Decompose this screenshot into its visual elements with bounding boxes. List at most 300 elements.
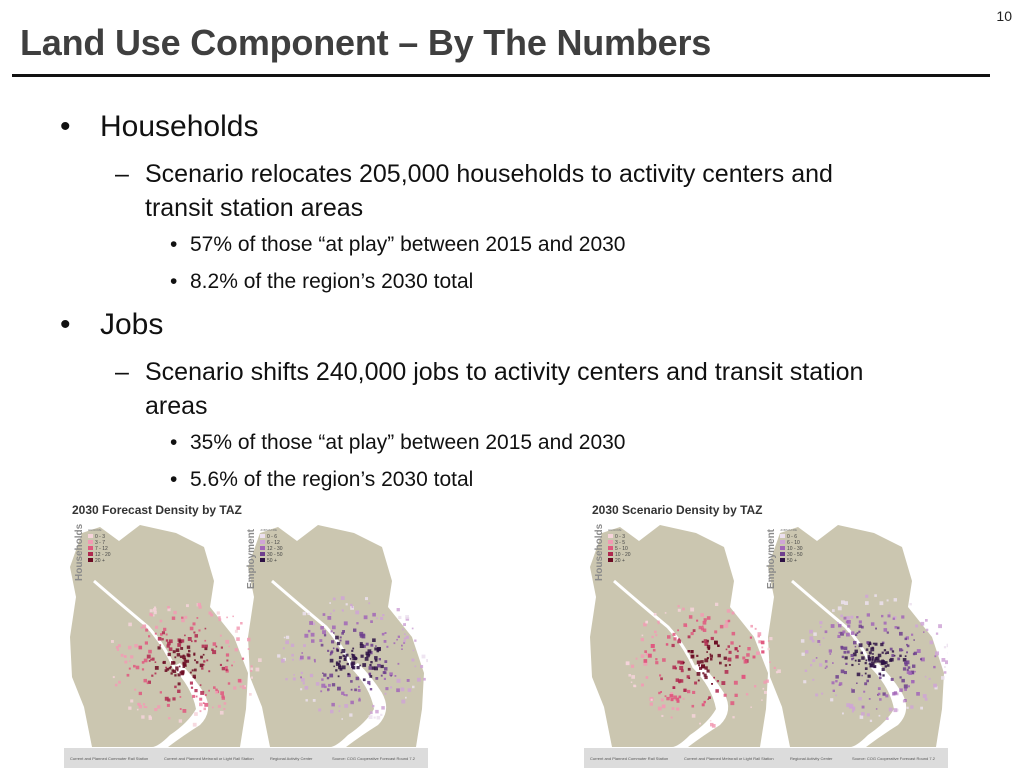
density-cell <box>885 653 887 655</box>
density-cell <box>904 688 907 691</box>
density-cell <box>660 691 662 693</box>
density-cell <box>892 692 895 695</box>
density-cell <box>697 672 701 676</box>
density-cell <box>805 670 807 672</box>
density-cell <box>879 673 882 676</box>
density-cell <box>339 660 341 662</box>
density-cell <box>117 649 119 651</box>
density-cell <box>339 710 341 712</box>
density-cell <box>702 626 704 628</box>
density-cell <box>855 646 857 648</box>
point-jobs-2-text: 5.6% of the region’s 2030 total <box>190 468 474 491</box>
density-cell <box>671 698 674 701</box>
legend-swatch <box>780 546 785 550</box>
bullet-jobs-label: Jobs <box>100 308 164 341</box>
density-cell <box>177 653 180 656</box>
density-cell <box>877 660 880 663</box>
density-cell <box>237 627 240 630</box>
density-cell <box>174 674 176 676</box>
density-cell <box>703 621 707 625</box>
density-cell <box>332 626 336 630</box>
density-cell <box>884 622 887 625</box>
density-cell <box>889 708 893 712</box>
density-cell <box>397 608 400 611</box>
density-cell <box>858 663 860 665</box>
density-cell <box>721 681 725 685</box>
density-cell <box>830 698 833 701</box>
legend-swatch <box>780 558 785 562</box>
density-cell <box>374 647 377 650</box>
density-cell <box>648 654 652 658</box>
density-cell <box>671 717 673 719</box>
legend-swatch <box>260 558 265 562</box>
density-cell <box>310 674 313 677</box>
density-cell <box>878 687 881 690</box>
density-cell <box>250 670 252 672</box>
density-cell <box>739 645 741 647</box>
density-cell <box>691 655 695 659</box>
density-cell <box>396 639 398 641</box>
density-cell <box>375 659 378 662</box>
density-cell <box>683 689 686 692</box>
density-cell <box>349 713 352 716</box>
density-cell <box>697 661 701 665</box>
scenario-map-graphic <box>584 497 948 768</box>
density-cell <box>204 703 208 707</box>
density-cell <box>197 617 199 619</box>
density-cell <box>291 644 294 647</box>
slide-title: Land Use Component – By The Numbers <box>20 22 712 63</box>
density-cell <box>222 667 225 670</box>
density-cell <box>887 664 890 667</box>
density-cell <box>682 608 685 611</box>
density-cell <box>187 654 190 657</box>
density-cell <box>710 654 712 656</box>
density-cell <box>692 691 695 694</box>
density-cell <box>856 683 858 685</box>
employment-side-label: Employment <box>766 528 777 589</box>
density-cell <box>628 674 631 677</box>
density-cell <box>155 626 158 629</box>
density-cell <box>365 597 368 600</box>
density-cell <box>248 648 250 650</box>
density-cell <box>666 643 668 645</box>
density-cell <box>840 615 843 618</box>
density-cell <box>692 714 696 718</box>
density-cell <box>226 660 228 662</box>
density-cell <box>812 659 815 662</box>
density-cell <box>351 689 353 691</box>
density-cell <box>889 612 891 614</box>
density-cell <box>352 648 354 650</box>
density-cell <box>372 613 376 617</box>
density-cell <box>704 618 707 621</box>
density-cell <box>369 715 373 719</box>
density-cell <box>398 636 400 638</box>
density-cell <box>665 612 667 614</box>
density-cell <box>129 661 131 663</box>
density-cell <box>188 650 190 652</box>
density-cell <box>633 685 635 687</box>
density-cell <box>303 682 305 684</box>
density-cell <box>384 678 386 680</box>
density-cell <box>160 644 162 646</box>
legend-swatch <box>260 534 265 538</box>
density-cell <box>845 663 847 665</box>
density-cell <box>200 656 203 659</box>
density-cell <box>855 634 857 636</box>
density-cell <box>363 678 366 681</box>
density-cell <box>867 713 870 716</box>
density-cell <box>862 706 865 709</box>
density-cell <box>913 653 915 655</box>
density-cell <box>199 698 202 701</box>
density-cell <box>730 701 734 705</box>
density-cell <box>327 677 329 679</box>
density-cell <box>945 660 948 664</box>
density-cell <box>636 658 638 660</box>
density-cell <box>728 645 731 648</box>
households-side-label: Households <box>74 523 85 581</box>
density-cell <box>301 652 303 654</box>
density-cell <box>880 643 883 646</box>
density-cell <box>200 684 202 686</box>
density-cell <box>385 687 388 690</box>
density-cell <box>232 616 234 618</box>
density-cell <box>177 643 181 647</box>
density-cell <box>885 694 888 697</box>
density-cell <box>115 684 118 687</box>
employment-legend-title: JOBS/ACRE <box>780 528 798 532</box>
density-cell <box>171 672 173 674</box>
density-cell <box>291 654 294 657</box>
density-cell <box>672 666 676 670</box>
legend-swatch <box>88 546 93 550</box>
density-cell <box>130 655 133 658</box>
density-cell <box>180 708 182 710</box>
density-cell <box>150 659 152 661</box>
density-cell <box>719 662 722 665</box>
density-cell <box>661 698 664 701</box>
density-cell <box>301 672 303 674</box>
density-cell <box>833 690 835 692</box>
density-cell <box>148 650 152 654</box>
density-cell <box>329 674 333 678</box>
density-cell <box>941 676 945 680</box>
density-cell <box>841 670 845 674</box>
density-cell <box>947 644 948 648</box>
density-cell <box>247 638 251 642</box>
density-cell <box>190 627 194 631</box>
density-cell <box>309 621 313 625</box>
density-cell <box>121 654 124 657</box>
density-cell <box>180 647 183 650</box>
density-cell <box>173 650 176 653</box>
employment-side-label: Employment <box>246 528 257 589</box>
density-cell <box>714 630 717 633</box>
density-cell <box>226 653 229 656</box>
density-cell <box>301 678 305 682</box>
density-cell <box>220 691 224 695</box>
density-cell <box>141 627 143 629</box>
legend-swatch <box>88 534 93 538</box>
density-cell <box>337 642 340 645</box>
density-cell <box>213 686 216 689</box>
density-cell <box>915 625 918 628</box>
density-cell <box>911 634 913 636</box>
density-cell <box>216 646 218 648</box>
density-cell <box>235 630 238 633</box>
density-cell <box>930 641 934 645</box>
density-cell <box>819 644 821 646</box>
density-cell <box>322 630 326 634</box>
density-cell <box>923 631 925 633</box>
density-cell <box>815 694 818 697</box>
density-cell <box>870 720 872 722</box>
density-cell <box>886 651 889 654</box>
density-cell <box>837 635 840 638</box>
legend-activity-center: Regional Activity Center <box>790 756 833 761</box>
density-cell <box>369 666 373 670</box>
density-cell <box>155 666 159 670</box>
density-cell <box>881 660 884 663</box>
density-cell <box>871 622 875 626</box>
density-cell <box>644 659 648 663</box>
density-cell <box>175 666 178 669</box>
density-cell <box>194 689 197 692</box>
density-cell <box>128 646 132 650</box>
density-cell <box>285 678 287 680</box>
density-cell <box>865 667 868 670</box>
density-cell <box>158 646 161 649</box>
density-cell <box>386 646 388 648</box>
density-cell <box>362 663 366 667</box>
density-cell <box>426 659 428 662</box>
density-cell <box>881 663 883 665</box>
density-cell <box>228 682 230 684</box>
density-cell <box>696 655 698 657</box>
density-cell <box>188 637 192 641</box>
density-cell <box>163 661 166 664</box>
density-cell <box>218 616 221 619</box>
density-cell <box>906 651 908 653</box>
density-cell <box>851 664 853 666</box>
density-cell <box>914 671 916 673</box>
density-cell <box>657 621 660 624</box>
density-cell <box>174 686 177 689</box>
density-cell <box>150 609 153 612</box>
density-cell <box>729 651 732 654</box>
density-cell <box>944 671 947 674</box>
density-cell <box>180 655 183 658</box>
density-cell <box>888 614 891 617</box>
point-households-1-text: 57% of those “at play” between 2015 and 2030 <box>190 233 626 256</box>
density-cell <box>884 649 886 651</box>
forecast-map-graphic <box>64 497 428 768</box>
density-cell <box>350 680 353 683</box>
density-cell <box>704 676 707 679</box>
density-cell <box>832 662 834 664</box>
density-cell <box>331 630 333 632</box>
density-cell <box>904 684 908 688</box>
density-cell <box>678 605 680 607</box>
density-cell <box>361 655 364 658</box>
density-cell <box>769 637 772 640</box>
density-cell <box>183 662 187 666</box>
density-cell <box>869 698 871 700</box>
density-cell <box>651 636 653 638</box>
density-cell <box>352 606 354 608</box>
density-cell <box>316 682 320 686</box>
density-cell <box>372 705 374 707</box>
density-cell <box>893 618 895 620</box>
density-cell <box>641 684 644 687</box>
density-cell <box>825 660 828 663</box>
density-cell <box>370 711 373 714</box>
density-cell <box>753 656 756 659</box>
density-cell <box>166 639 168 641</box>
density-cell <box>145 641 148 644</box>
density-cell <box>694 682 697 685</box>
density-cell <box>341 652 343 654</box>
legend-commuter-rail: Current and Planned Commuter Rail Station <box>70 756 149 761</box>
density-cell <box>384 671 387 674</box>
density-cell <box>720 625 724 629</box>
density-cell <box>398 616 401 619</box>
density-cell <box>654 631 657 634</box>
density-cell <box>223 708 225 710</box>
density-cell <box>181 639 184 642</box>
density-cell <box>321 678 323 680</box>
density-cell <box>750 625 753 628</box>
density-cell <box>167 644 170 647</box>
density-cell <box>714 641 718 645</box>
density-cell <box>866 648 869 651</box>
density-cell <box>861 712 865 716</box>
density-cell <box>847 651 850 654</box>
density-cell <box>704 701 706 703</box>
density-cell <box>861 626 864 629</box>
forecast-density-map <box>64 497 428 768</box>
density-cell <box>194 669 197 672</box>
density-cell <box>308 630 311 633</box>
density-cell <box>673 686 676 689</box>
density-cell <box>677 629 679 631</box>
density-cell <box>412 686 415 689</box>
density-cell <box>905 638 908 641</box>
density-cell <box>876 708 878 710</box>
density-cell <box>174 656 176 658</box>
legend-swatch <box>260 546 265 550</box>
density-cell <box>829 653 831 655</box>
density-cell <box>375 677 378 680</box>
density-cell <box>810 636 814 640</box>
density-cell <box>754 685 756 687</box>
density-cell <box>344 658 347 661</box>
density-cell <box>735 655 738 658</box>
density-cell <box>377 716 381 720</box>
density-cell <box>350 701 354 705</box>
density-cell <box>711 683 713 685</box>
density-cell <box>179 666 181 668</box>
density-cell <box>220 711 224 715</box>
density-cell <box>192 695 195 698</box>
density-cell <box>835 675 839 679</box>
density-cell <box>320 690 322 692</box>
density-cell <box>354 689 357 692</box>
density-cell <box>200 710 202 712</box>
density-cell <box>920 658 922 660</box>
density-cell <box>905 655 907 657</box>
density-cell <box>193 632 195 634</box>
density-cell <box>190 672 192 674</box>
density-cell <box>702 703 705 706</box>
density-cell <box>868 645 870 647</box>
density-cell <box>401 700 405 704</box>
density-cell <box>912 680 914 682</box>
scenario-density-map <box>584 497 948 768</box>
density-cell <box>412 659 415 662</box>
density-cell <box>139 692 142 695</box>
legend-swatch <box>260 540 265 544</box>
density-cell <box>147 655 151 659</box>
bullet-households-label: Households <box>100 110 259 143</box>
density-cell <box>314 661 316 663</box>
density-cell <box>850 704 854 708</box>
density-cell <box>346 694 348 696</box>
density-cell <box>384 640 387 643</box>
density-cell <box>405 697 407 699</box>
density-cell <box>673 633 676 636</box>
density-cell <box>801 639 805 643</box>
density-cell <box>725 664 727 666</box>
density-cell <box>333 666 335 668</box>
density-cell <box>139 646 142 649</box>
density-cell <box>933 666 935 668</box>
density-cell <box>891 654 894 657</box>
density-cell <box>380 714 382 716</box>
density-cell <box>658 707 662 711</box>
density-cell <box>853 658 855 660</box>
density-cell <box>776 671 778 673</box>
density-cell <box>369 673 372 676</box>
density-cell <box>763 688 765 690</box>
density-cell <box>755 628 757 630</box>
density-cell <box>224 702 227 705</box>
density-cell <box>127 674 130 677</box>
density-cell <box>890 648 893 651</box>
density-cell <box>144 706 146 708</box>
density-cell <box>177 690 180 693</box>
density-cell <box>662 658 666 662</box>
density-cell <box>717 680 719 682</box>
density-cell <box>220 664 222 666</box>
density-cell <box>700 660 703 663</box>
density-cell <box>856 616 858 618</box>
density-cell <box>144 679 148 683</box>
density-cell <box>683 623 687 627</box>
density-cell <box>380 617 383 620</box>
bullet-dot: • <box>170 468 178 491</box>
density-cell <box>219 618 222 621</box>
density-cell <box>193 653 195 655</box>
density-cell <box>838 624 842 628</box>
density-cell <box>861 652 864 655</box>
sub-bullet-households <box>115 157 833 225</box>
density-cell <box>825 630 828 633</box>
density-cell <box>942 658 946 662</box>
density-cell <box>366 643 369 646</box>
